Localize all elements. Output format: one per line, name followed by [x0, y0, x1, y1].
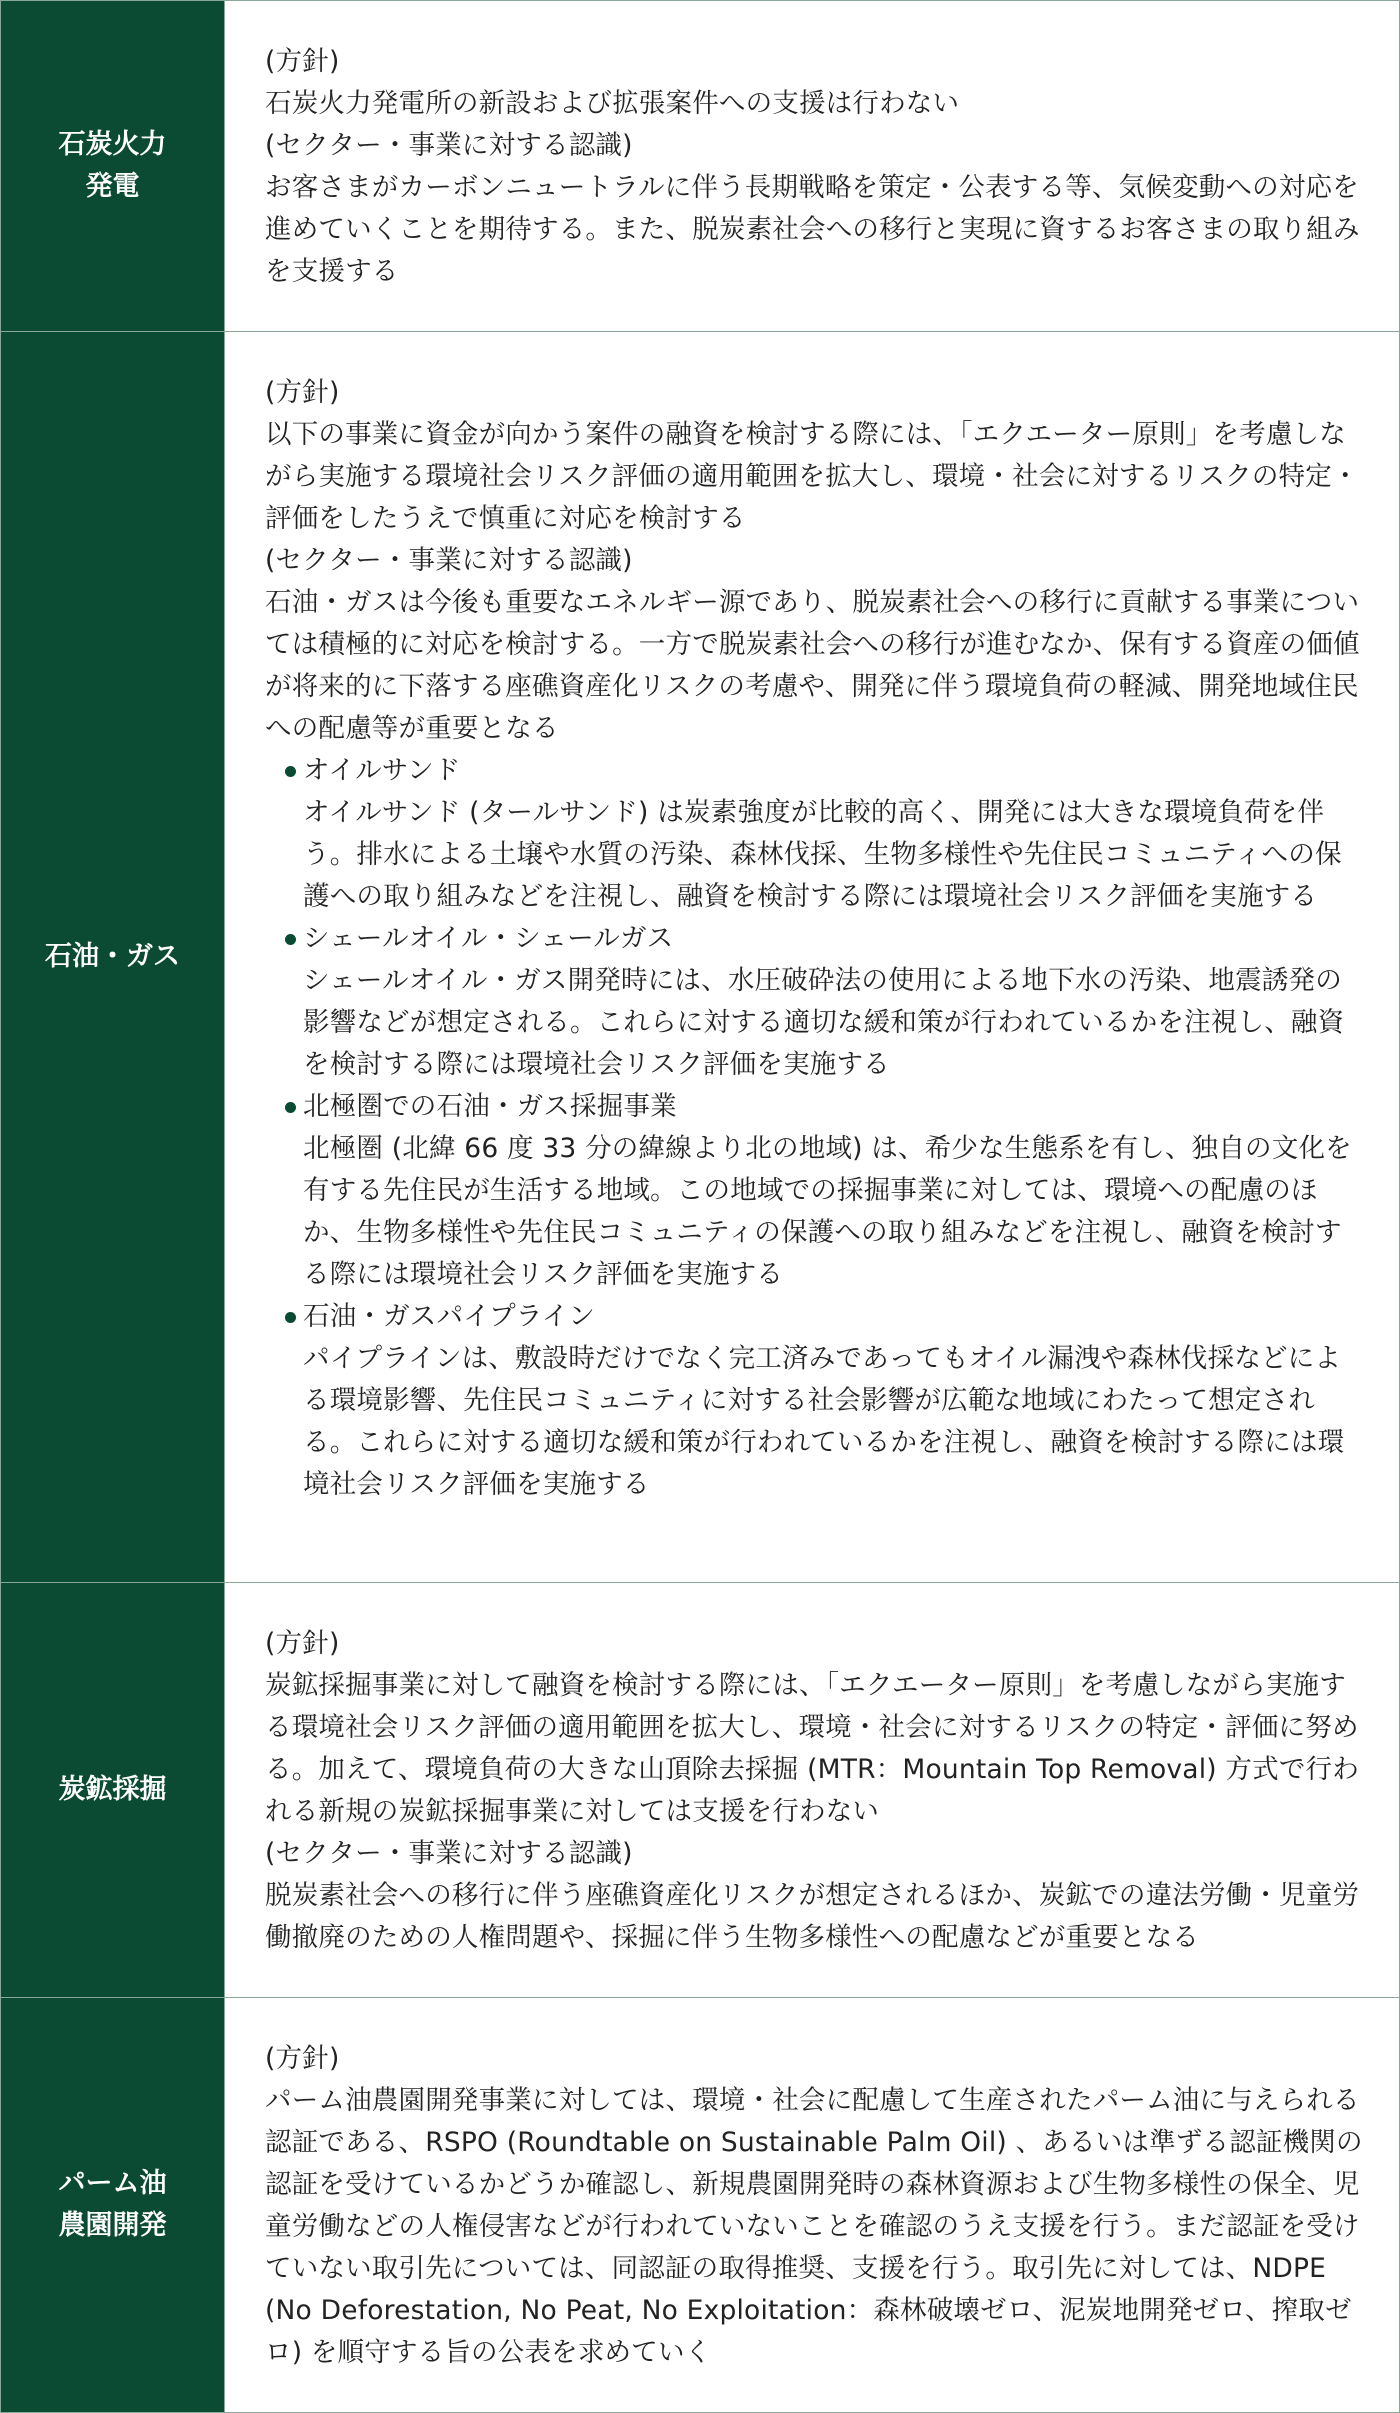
sector-name-line: 石炭火力 [58, 129, 167, 160]
recognition-text: 石油・ガスは今後も重要なエネルギー源であり、脱炭素社会への移行に貢献する事業については積極的に対応を検討する。一方で脱炭素社会への移行が進むなか、保有する資産の価値が将来的に下落する座礁資産化リスクの考慮や、開発に伴う環境負荷の軽減、開発地域住民への配慮等が重要となる [265, 587, 1360, 744]
sector-header [1, 1583, 225, 1998]
policy-label: (方針) [265, 1628, 340, 1659]
subsector-text: シェールオイル・ガス開発時には、水圧破砕法の使用による地下水の汚染、地震誘発の影響などが想定される。これらに対する適切な緩和策が行われているかを注視し、融資を検討する際には環境社会リスク評価を実施する [303, 965, 1345, 1080]
bullet-dot-icon [285, 1102, 296, 1113]
table-row [1, 1583, 1400, 1998]
sector-header [1, 1, 225, 332]
subsector-title-text: シェールオイル・シェールガス [303, 923, 674, 954]
list-item [303, 918, 1363, 1086]
bullet-dot-icon [285, 1312, 296, 1323]
sector-header [1, 332, 225, 1583]
list-item [303, 1296, 1363, 1506]
subsector-title-text: 北極圏での石油・ガス採掘事業 [303, 1091, 677, 1122]
policy-text: 以下の事業に資金が向かう案件の融資を検討する際には、「エクエーター原則」を考慮しながら実施する環境社会リスク評価の適用範囲を拡大し、環境・社会に対するリスクの特定・評価をしたうえで慎重に対応を検討する [265, 419, 1359, 534]
sector-name-line: 発電 [85, 171, 140, 202]
table-row [1, 1998, 1400, 2413]
recognition-label: (セクター・事業に対する認識) [265, 1838, 633, 1869]
sector-name-line: 炭鉱採掘 [58, 1774, 167, 1805]
subsector-title [285, 1296, 1363, 1338]
sector-content [225, 1998, 1400, 2413]
sector-content [225, 1, 1400, 332]
subsector-text: 北極圏 (北緯 66 度 33 分の緯線より北の地域) は、希少な生態系を有し、独自の文化を有する先住民が生活する地域。この地域での採掘事業に対しては、環境への配慮のほか、生物多様性や先住民コミュニティの保護への取り組みなどを注視し、融資を検討する際には環境社会リスク評価を実施する [303, 1133, 1352, 1290]
sector-name-line: 石油・ガス [45, 941, 180, 972]
sector-name-line: パーム油 [58, 2168, 167, 2199]
recognition-text: お客さまがカーボンニュートラルに伴う長期戦略を策定・公表する等、気候変動への対応を進めていくことを期待する。また、脱炭素社会への移行と実現に資するお客さまの取り組みを支援する [265, 172, 1360, 287]
sector-content [225, 332, 1400, 1583]
table-row [1, 1, 1400, 332]
subsector-title [285, 1086, 1363, 1128]
list-item [303, 750, 1363, 918]
policy-text: 石炭火力発電所の新設および拡張案件への支援は行わない [265, 88, 960, 119]
table-row [1, 332, 1400, 1583]
recognition-text: 脱炭素社会への移行に伴う座礁資産化リスクが想定されるほか、炭鉱での違法労働・児童労働撤廃のための人権問題や、採掘に伴う生物多様性への配慮などが重要となる [265, 1880, 1360, 1953]
subsector-list [265, 750, 1363, 1506]
sector-name-line: 農園開発 [58, 2210, 167, 2241]
policy-text: パーム油農園開発事業に対しては、環境・社会に配慮して生産されたパーム油に与えられる認証である、RSPO (Roundtable on Sustainable Palm Oil) 、あるいは準ずる認証機関の認証を受けているかどうか確認し、新規農園開発時の森林資源および生物多様性の保全、児童労働などの人権侵害などが行われていないことを確認のうえ支援を行う。まだ認証を受けていない取引先については、同認証の取得推奨、支援を行う。取引先に対しては、NDPE (No Deforestation, No Peat, No Exploitation：森林破壊ゼロ、泥炭地開発ゼロ、搾取ゼロ) を順守する旨の公表を求めていく [265, 2085, 1363, 2368]
policy-label: (方針) [265, 377, 340, 408]
subsector-title-text: 石油・ガスパイプライン [303, 1301, 596, 1332]
recognition-label: (セクター・事業に対する認識) [265, 130, 633, 161]
sector-header [1, 1998, 225, 2413]
subsector-text: オイルサンド (タールサンド) は炭素強度が比較的高く、開発には大きな環境負荷を伴う。排水による土壌や水質の汚染、森林伐採、生物多様性や先住民コミュニティへの保護への取り組みなどを注視し、融資を検討する際には環境社会リスク評価を実施する [303, 797, 1342, 912]
policy-label: (方針) [265, 2043, 340, 2074]
policy-text: 炭鉱採掘事業に対して融資を検討する際には、「エクエーター原則」を考慮しながら実施する環境社会リスク評価の適用範囲を拡大し、環境・社会に対するリスクの特定・評価に努める。加えて、環境負荷の大きな山頂除去採掘 (MTR：Mountain Top Removal) 方式で行われる新規の炭鉱採掘事業に対しては支援を行わない [265, 1670, 1359, 1827]
sector-content [225, 1583, 1400, 1998]
bullet-dot-icon [285, 934, 296, 945]
subsector-title [285, 918, 1363, 960]
subsector-text: パイプラインは、敷設時だけでなく完工済みであってもオイル漏洩や森林伐採などによる環境影響、先住民コミュニティに対する社会影響が広範な地域にわたって想定される。これらに対する適切な緩和策が行われているかを注視し、融資を検討する際には環境社会リスク評価を実施する [303, 1343, 1345, 1500]
subsector-title [285, 750, 1363, 792]
policy-label: (方針) [265, 46, 340, 77]
list-item [303, 1086, 1363, 1296]
bullet-dot-icon [285, 766, 296, 777]
recognition-label: (セクター・事業に対する認識) [265, 545, 633, 576]
subsector-title-text: オイルサンド [303, 755, 461, 786]
